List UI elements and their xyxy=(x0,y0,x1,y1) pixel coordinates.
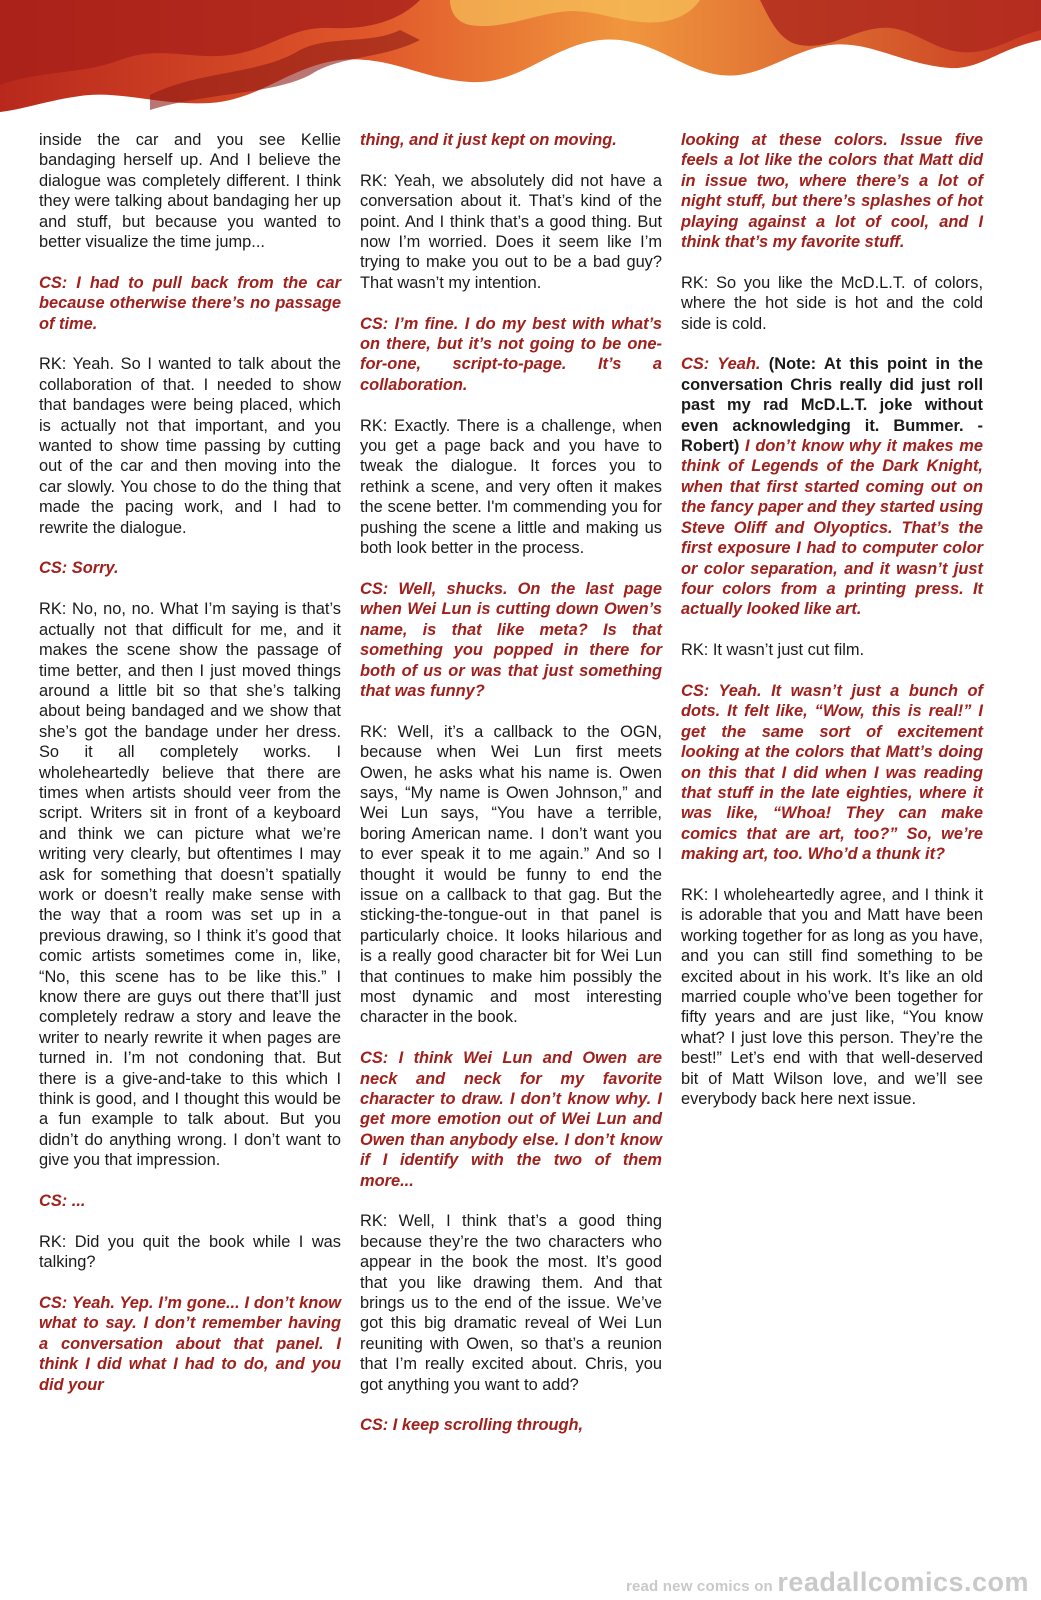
paragraph-rk: RK: Well, I think that’s a good thing because they’re the two characters who appear in the book the most. It’s good that you like drawing them. And that brings us to the end of the issue. We’ve got this big dramatic reveal of Wei Lun reuniting with Owen, so that’s a reunion that I’m really excited about. Chris, you got anything you want to add? xyxy=(360,1212,662,1394)
article-columns xyxy=(0,130,1041,1570)
watermark-prefix: read new comics on xyxy=(625,1578,773,1595)
paragraph-cs: CS: I keep scrolling through, xyxy=(360,1416,584,1435)
paragraph-cs: looking at these colors. Issue five feels a lot like the colors that Matt did in issue two, where there’s a lot of night stuff, but there’s splashes of hot playing against a lot of cool, and I think that’s my favorite stuff. xyxy=(681,131,983,252)
paragraph-cs: thing, and it just kept on moving. xyxy=(360,131,617,149)
paragraph-cs: CS: I had to pull back from the car because otherwise there’s no passage of time. xyxy=(39,273,341,333)
paragraph-cs: CS: I’m fine. I do my best with what’s on there, but it’s not going to be one-for-one, script-to-page. It’s a collaboration. xyxy=(360,314,662,394)
cs-tail: I don’t know why it makes me think of Legends of the Dark Knight, when that first started coming out on the fancy paper and they started using Steve Oliff and Olyoptics. That’s the first exposure I had to computer color or color separation, and it wasn’t just four colors from a printing press. It actually looked like art. xyxy=(681,437,983,619)
paragraph-rk: RK: I wholeheartedly agree, and I think it is adorable that you and Matt have been working together for as long as you have, and you can still find something to be excited about in his work. It’s like an old married couple who’ve been together for fifty years and are just like, “You know what? I just love this person. They’re the best!” Let’s end with that well-deserved bit of Matt Wilson love, and we’ll see everybody back here next issue. xyxy=(681,885,983,1109)
cs-lead: CS: Yeah. xyxy=(681,355,761,374)
paragraph-rk: RK: It wasn’t just cut film. xyxy=(681,641,865,660)
site-watermark xyxy=(626,1567,1029,1598)
paragraph-rk: RK: Yeah. So I wanted to talk about the collaboration of that. I needed to show that bandages were being placed, which is actually not that important, and you wanted to show time passing by cutting out of the car and then moving into the car slowly. You chose to do the thing that made the pacing work, and I had to rewrite the dialogue. xyxy=(39,355,341,537)
paragraph-cs: CS: Well, shucks. On the last page when Wei Lun is cutting down Owen’s name, is that like meta? Is that something you popped in there for both of us or was that just something that was funny? xyxy=(360,579,662,700)
column-1 xyxy=(39,130,341,1415)
paragraph-rk: RK: Well, it’s a callback to the OGN, because when Wei Lun first meets Owen, he asks what his name is. Owen says, “My name is Owen Johnson,” and Wei Lun says, “You have a terrible, boring American name. I don’t want you to ever speak it to me again.” And so I thought it would be funny to end the issue on a callback to that gag. But the sticking-the-tongue-out in that panel is particularly choice. It looks hilarious and is a really good character bit for Wei Lun that continues to make him possibly the most dynamic and most interesting character in the book. xyxy=(360,722,662,1027)
paragraph-cs: CS: Sorry. xyxy=(39,559,119,578)
paragraph-cs: CS: Yeah. It wasn’t just a bunch of dots. It felt like, “Wow, this is real!” I get the same sort of excitement looking at the colors that Matt’s doing on this that I did when I was reading that stuff in the late eighties, where it was like, “Whoa! They can make comics that are art, too?” So, we’re making art, too. Who’d a thunk it? xyxy=(681,681,983,864)
watermark-site: readallcomics.com xyxy=(777,1567,1029,1597)
paragraph-rk: RK: Did you quit the book while I was talking? xyxy=(39,1232,341,1272)
paragraph-rk: inside the car and you see Kellie bandaging herself up. And I believe the dialogue was completely different. I think they were talking about bandaging her up and stuff, but because you wanted to better visualize the time jump... xyxy=(39,131,341,252)
paragraph-rk: RK: Exactly. There is a challenge, when you get a page back and you have to tweak the dialogue. It forces you to rethink a scene, and very often it makes the scene better. I'm commending you for pushing the scene a little and making us both look better in the process. xyxy=(360,416,662,558)
paragraph-cs: CS: I think Wei Lun and Owen are neck and neck for my favorite character to draw. I don’t know why. I get more emotion out of Wei Lun and Owen than anybody else. I don’t know if I identify with the two of them more... xyxy=(360,1049,662,1190)
paragraph-mixed xyxy=(681,354,983,619)
decorative-banner xyxy=(0,0,1041,140)
paragraph-rk: RK: Yeah, we absolutely did not have a conversation about it. That’s kind of the point. And I think that’s a good thing. But now I’m worried. Does it seem like I’m trying to make you out to be a bad guy? That wasn’t my intention. xyxy=(360,171,662,292)
editor-note: (Note: At this point in the conversation Chris really did just roll past my rad McD.L.T. joke without even acknowledging it. Bummer. -Robert) xyxy=(681,355,983,456)
paragraph-rk: RK: So you like the McD.L.T. of colors, where the hot side is hot and the cold side is cold. xyxy=(681,273,983,333)
paragraph-rk: RK: No, no, no. What I’m saying is that’s actually not that difficult for me, and it makes the scene show the passage of time better, and then I just moved things around a little bit so that she’s talking about being bandaged and we show that she’s got the bandage under her dress. So it all completely works. I wholeheartedly believe that there are times when artists should veer from the script. Writers sit in front of a keyboard and think we can picture what we’re writing very clearly, but oftentimes I may ask for something that doesn’t spatially work or doesn’t really make sense with the way that a room was set up in a previous drawing, so I think it’s good that comic artists sometimes come in, like, “No, this scene has to be like this.” I know there are guys out there that’ll just completely redraw a story and leave the writer to nearly rewrite it when pages are turned in. I’m not condoning that. But there is a give-and-take to this which I think is good, and I thought this would be a fun example to talk about. But you didn’t do anything wrong. I don’t want to give you that impression. xyxy=(39,600,341,1170)
column-2 xyxy=(360,130,662,1456)
paragraph-cs: CS: ... xyxy=(39,1192,86,1211)
column-3 xyxy=(681,130,983,1130)
paragraph-cs: CS: Yeah. Yep. I’m gone... I don’t know what to say. I don’t remember having a conversation about that panel. I think I did what I had to do, and you did your xyxy=(39,1294,341,1394)
